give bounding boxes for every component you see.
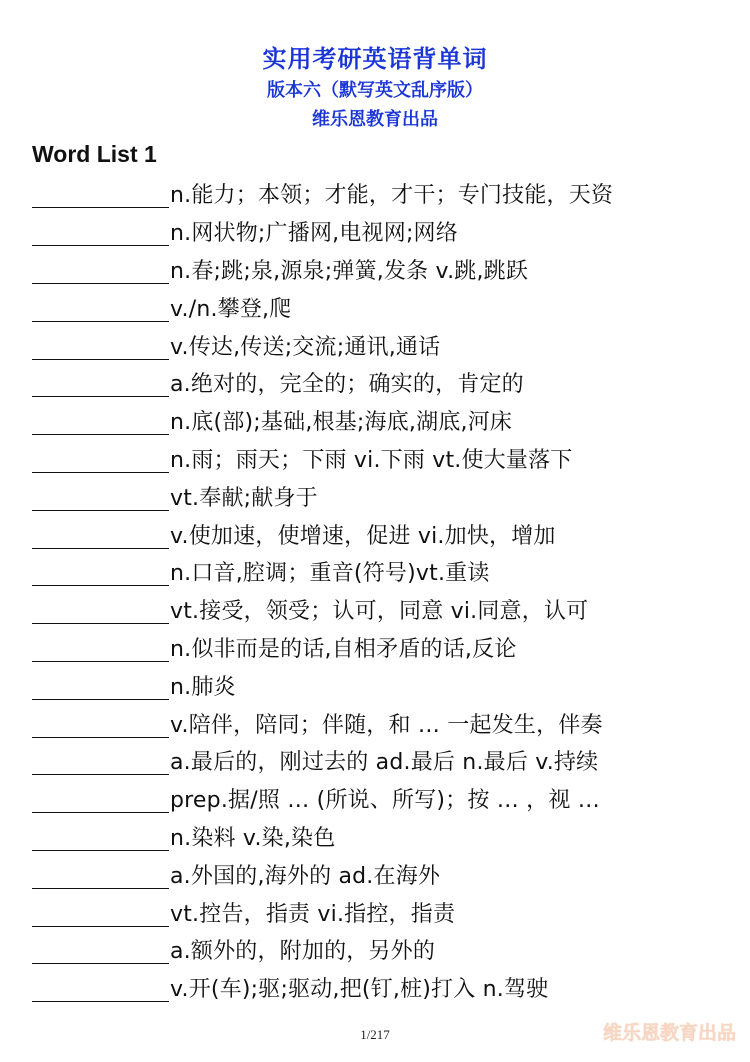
answer-blank [32, 217, 169, 246]
watermark-logo: 维乐恩教育出品 [602, 1022, 736, 1044]
vocab-definition: vt.奉献;献身于 [170, 485, 318, 511]
document-title: 实用考研英语背单词 [262, 45, 488, 73]
vocab-entry [32, 440, 732, 478]
vocab-definition: v.陪伴，陪同；伴随，和 … 一起发生，伴奏 [170, 712, 603, 738]
vocab-entry [32, 213, 732, 251]
vocab-definition: v.传达,传送;交流;通讯,通话 [170, 334, 441, 360]
vocab-definition: v.开(车);驱;驱动,把(钉,桩)打入 n.驾驶 [170, 977, 549, 1003]
answer-blank [32, 482, 169, 511]
answer-blank [32, 973, 169, 1002]
answer-blank [32, 331, 169, 360]
answer-blank [32, 293, 169, 322]
document-subtitle: 版本六（默写英文乱序版） [267, 80, 483, 101]
answer-blank [32, 520, 169, 549]
answer-blank [32, 746, 169, 775]
vocab-entry [32, 288, 732, 326]
vocab-definition: n.春;跳;泉,源泉;弹簧,发条 v.跳,跳跃 [170, 258, 529, 284]
vocab-definition: n.肺炎 [170, 674, 236, 700]
answer-blank [32, 822, 169, 851]
answer-blank [32, 368, 169, 397]
publisher-line: 维乐恩教育出品 [312, 109, 438, 130]
vocab-definition: a.外国的,海外的 ad.在海外 [170, 863, 441, 889]
answer-blank [32, 898, 169, 927]
answer-blank [32, 179, 169, 208]
vocab-entry [32, 969, 732, 1007]
vocab-entry [32, 931, 732, 969]
vocab-definition: n.染料 v.染,染色 [170, 825, 336, 851]
vocab-entry [32, 515, 732, 553]
answer-blank [32, 406, 169, 435]
vocab-entry [32, 629, 732, 667]
vocab-entry [32, 704, 732, 742]
answer-blank [32, 557, 169, 586]
vocab-definition: a.额外的，附加的，另外的 [170, 939, 436, 965]
vocab-definition: n.雨；雨天；下雨 vi.下雨 vt.使大量落下 [170, 447, 573, 473]
vocab-definition: n.底(部);基础,根基;海底,湖底,河床 [170, 410, 513, 436]
vocab-entry [32, 893, 732, 931]
vocab-entry [32, 818, 732, 856]
vocab-definition: n.似非而是的话,自相矛盾的话,反论 [170, 636, 517, 662]
vocab-definition: a.最后的，刚过去的 ad.最后 n.最后 v.持续 [170, 750, 599, 776]
word-list-title: Word List 1 [32, 141, 157, 167]
answer-blank [32, 709, 169, 738]
vocab-entry [32, 251, 732, 289]
vocab-entry [32, 666, 732, 704]
vocab-entry [32, 591, 732, 629]
word-entries [32, 175, 732, 1007]
vocab-definition: n.口音,腔调；重音(符号)vt.重读 [170, 561, 490, 587]
vocab-entry [32, 402, 732, 440]
vocab-definition: vt.接受，领受；认可，同意 vi.同意，认可 [170, 599, 589, 625]
page-header [0, 42, 750, 134]
vocab-entry [32, 553, 732, 591]
vocab-entry [32, 364, 732, 402]
answer-blank [32, 671, 169, 700]
vocab-definition: prep.据/照 … (所说、所写)；按 … ，视 … [170, 788, 600, 814]
vocab-definition: v.使加速，使增速，促进 vi.加快，增加 [170, 523, 556, 549]
vocab-entry [32, 477, 732, 515]
vocab-entry [32, 780, 732, 818]
answer-blank [32, 255, 169, 284]
vocab-definition: vt.控告，指责 vi.指控，指责 [170, 901, 456, 927]
vocab-entry [32, 742, 732, 780]
vocab-entry [32, 855, 732, 893]
vocab-entry [32, 175, 732, 213]
answer-blank [32, 595, 169, 624]
vocab-definition: a.绝对的，完全的；确实的，肯定的 [170, 372, 524, 398]
answer-blank [32, 860, 169, 889]
page-number: 1/217 [360, 1027, 390, 1042]
answer-blank [32, 784, 169, 813]
vocab-definition: n.能力；本领；才能，才干；专门技能，天资 [170, 183, 614, 209]
vocab-definition: v./n.攀登,爬 [170, 296, 292, 322]
answer-blank [32, 633, 169, 662]
vocab-entry [32, 326, 732, 364]
answer-blank [32, 935, 169, 964]
vocab-definition: n.网状物;广播网,电视网;网络 [170, 221, 458, 247]
answer-blank [32, 444, 169, 473]
